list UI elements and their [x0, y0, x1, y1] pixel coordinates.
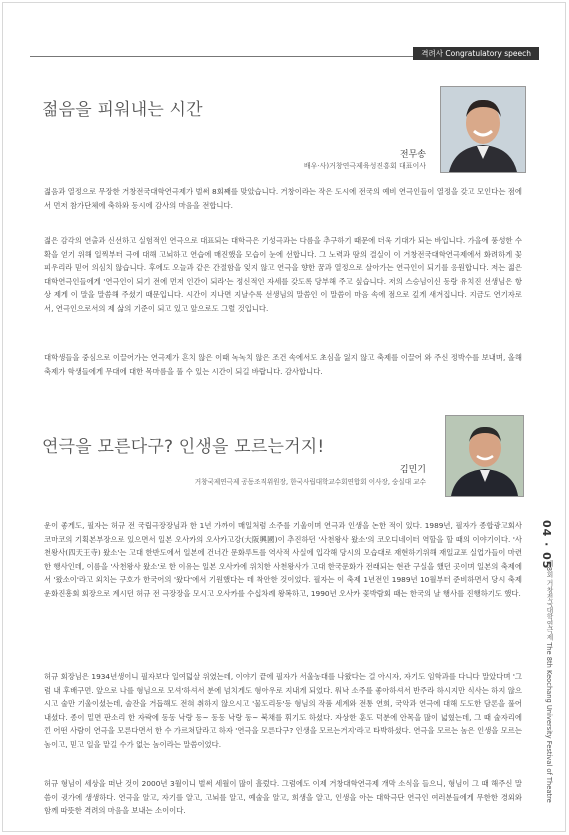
- article1-paragraph-3: 대학생들을 중심으로 이끌어가는 연극제가 흔치 않은 이때 녹녹치 않은 조건 속에서도 초심을 잃지 않고 축제를 이끌어 와 주신 정박수를 보내며, 올해 축제가 학생들에게 무대에 대한 목마름을 풀 수 있는 시간이 되길 바랍니다. 감사합니다.: [44, 353, 522, 376]
- portrait-image: [441, 87, 525, 172]
- section-label: 격려사 Congratulatory speech: [413, 47, 539, 60]
- article1-title: 젊음을 피워내는 시간: [42, 100, 203, 120]
- author2-role: 거창국제연극제 공동조직위원장, 한국사립대학교수회연합회 이사장, 숭실대 교수: [194, 478, 426, 486]
- festival-name: 제8회 거창전국대학연극제 The 8th Keochang University Festival of Theatre: [545, 560, 553, 803]
- author2-name: 김민기: [399, 465, 426, 475]
- author1-name: 전무송: [399, 150, 426, 160]
- article1-paragraph-2: 젊은 감각의 연출과 신선하고 실험적인 연극으로 대표되는 대학극은 기성극과는 다름을 추구하기 때문에 더욱 기대가 되는 바입니다. 가을에 풍성한 수확을 얻기 위해 일찍부터 극에 대해 고뇌하고 연습에 매진했을 모습이 눈에 선합니다. 그 노력과 땀의 결실이 이 거창전국대학연극제에서 화려하게 꽃피우리라 믿어 의심치 않습니다. 후에도 오늘과 같은 간절함을 잊지 않고 연극을 향한 꿈과 열정으로 살아가는 연극인이 되기를 응원합니다. 저는 젊은 대학연극인들에게 '연극인이 되기 전에 먼저 인간이 되라'는 정신적인 자세를 갖도록 당부해 주고 싶습니다. 저의 스승님이신 동랑 유치진 선생님은 항상 제게 이 말을 말씀해 주셨기 때문입니다. 시간이 지나면 지날수록 선생님의 말씀인 이 말씀이 마음 속에 점으로 깊게 새겨집니다. 지금도 연기자로서, 연극인으로서의 제 삶의 기준이 되고 있고 앞으로도 그럴 것입니다.: [44, 236, 522, 313]
- article2-title: 연극을 모른다구? 인생을 모르는거지!: [42, 437, 325, 457]
- article2-paragraph-2: 허규 회장님은 1934년생이니 필자보다 일여덟살 위였는데, 이야기 끝에 필자가 서울농대를 나왔다는 걸 아시자, 자기도 임학과를 다니다 말았다며 '그럼 내 후배구먼. 앞으로 나를 형님으로 모셔'하셔서 분에 넘치게도 형아우로 지내게 되었다. 워낙 소주를 좋아하셔서 반주라 하시지만 식사는 하지 않으시고 술만 기울이셨는데, 술잔을 거듭해도 전혀 취하지 않으시고 '물도리동'등 형님의 작품 세계와 전통 연희, 국악과 연극에 대해 도도한 담론을 풀어내셨다. 종이 밑면 판소리 한 자락에 동동 낙랑 동~ 동동 낙랑 동~ 북채를 휘기도 하셨다. 자상한 훈도 덕분에 안목을 많이 넓혔는데, 그 때 술자리에 낀 어떤 사람이 연극을 모른다면서 한 수 가르쳐달라고 하자 '연극을 모른다구? 인생을 모르는거지'라고 타박하셨다. 연극을 모르는 놈은 인생을 모르는 놈이고, 믿고 일을 맡길 수가 없는 놈이라는 말씀이었다.: [44, 672, 522, 749]
- author2-photo: [445, 415, 524, 497]
- article1-paragraph-1: 젊음과 열정으로 무장한 거창전국대학연극제가 벌써 8회째를 맞았습니다. 거창이라는 작은 도시에 전국의 예비 연극인들이 열정을 갖고 모인다는 점에서 먼저 참가단체에 축하와 동시에 감사의 마음을 전합니다.: [44, 187, 522, 210]
- author1-photo: [440, 86, 526, 173]
- article2-paragraph-1: 운이 좋게도, 필자는 허규 전 국립극장장님과 한 1년 가까이 매일처럼 소주를 기울이며 연극과 인생을 논한 적이 있다. 1989년, 필자가 종합광고회사 코마코의 기획본부장으로 있으면서 일본 오사카의 오사카고강(大阪興國)이 추진하던 '사천왕사 왔소'의 코오디네이터 역할을 할 때의 이야기이다. '사천왕사(四天王寺) 왔소'는 고대 한반도에서 일본에 건너간 문화루트를 역사적 사실에 입각해 당시의 모습대로 재현하기위해 재일교포 실업가들이 마련한 행사인데, 이름을 '사천왕사 왔소'로 한 이유는 일본 오사카에 위치한 사천왕사가 고대 한국문화가 전래되는 현관 구실을 했던 곳이며 일본의 축제에서 '왔소이'라고 외치는 구호가 한국어의 '왔다'에서 기원했다는 데 착안한 것이었다. 필자는 이 축제 1년전인 1989년 10월부터 준비하면서 당시 축제운화진흥회 회장으로 계시던 허규 전 극장장을 모시고 오사카를 수십차례 왕복하고, 1990년 오사카 꽃박람회 때는 한국의 날 행사를 진행하기도 했다.: [44, 521, 522, 598]
- portrait-image: [446, 416, 523, 496]
- author1-role: 배우·사)거창연극제육성진흥회 대표이사: [303, 162, 426, 170]
- article2-paragraph-3: 허규 형님이 세상을 떠난 것이 2000년 3월이니 벌써 세월이 많이 흘렀다. 그럼에도 이제 거창대학연극제 개막 소식을 들으니, 형님이 그 때 해주신 말씀이 귓가에 생생하다. 연극을 알고, 자기를 알고, 고뇌를 알고, 예술을 알고, 희생을 알고, 인생을 아는 대학극단 연극인 여러분들에게 무한한 경외와 함께 따뜻한 격려의 마음을 보내는 소이이다.: [44, 779, 522, 815]
- page-numbers: 04 · 05: [540, 520, 553, 570]
